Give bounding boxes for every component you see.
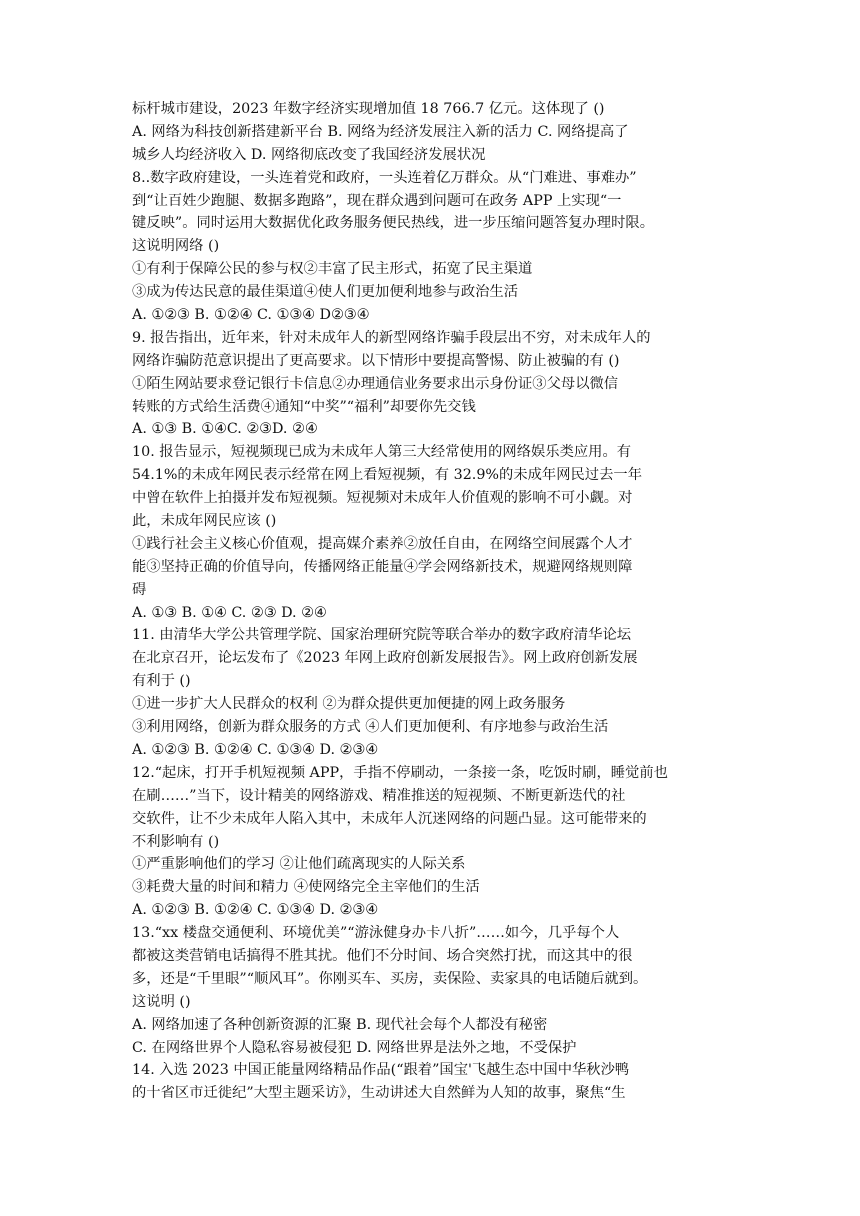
text-line: 城乡人均经济收入 D. 网络彻底改变了我国经济发展状况 — [132, 146, 486, 163]
text-line: 碍 — [132, 581, 147, 598]
text-line: A. ①③ B. ①④ C. ②③ D. ②④ — [132, 604, 327, 621]
text-line: A. ①②③ B. ①②④ C. ①③④ D②③④ — [132, 307, 370, 324]
text-line: ①有利于保障公民的参与权②丰富了民主形式，拓宽了民主渠道 — [132, 261, 533, 278]
text-line: 的十省区市迁徙纪”大型主题采访》，生动讲述大自然鲜为人知的故事，聚焦“生 — [132, 1085, 626, 1102]
text-line: 12.“起床，打开手机短视频 APP，手指不停刷动，一条接一条，吃饭时刷，睡觉前也 — [132, 764, 668, 781]
text-line: 此，未成年网民应该 () — [132, 513, 277, 530]
text-line: A. 网络为科技创新搭建新平台 B. 网络为经济发展注入新的活力 C. 网络提高了 — [132, 123, 629, 140]
text-line: 转账的方式给生活费④通知“中奖”“福利”却要你先交钱 — [132, 398, 476, 415]
text-line: ①陌生网站要求登记银行卡信息②办理通信业务要求出示身份证③父母以微信 — [132, 375, 619, 392]
text-line: ①践行社会主义核心价值观，提高媒介素养②放任自由，在网络空间展露个人才 — [132, 535, 633, 552]
text-line: 13.“xx 楼盘交通便利、环境优美”“游泳健身办卡八折”……如今，几乎每个人 — [132, 925, 620, 942]
text-line: 在北京召开，论坛发布了《2023 年网上政府创新发展报告》。网上政府创新发展 — [132, 650, 638, 667]
text-line: 中曾在软件上拍摄并发布短视频。短视频对未成年人价值观的影响不可小觑。对 — [132, 490, 633, 507]
text-line: 能③坚持正确的价值导向，传播网络正能量④学会网络新技术，规避网络规则障 — [132, 558, 633, 575]
text-line: 54.1%的未成年网民表示经常在网上看短视频，有 32.9%的未成年网民过去一年 — [132, 467, 642, 484]
text-line: 网络诈骗防范意识提出了更高要求。以下情形中要提高警惕、防止被骗的有 () — [132, 352, 620, 369]
text-line: 交软件，让不少未成年人陷入其中，未成年人沉迷网络的问题凸显。这可能带来的 — [132, 810, 647, 827]
text-line: 9. 报告指出，近年来，针对未成年人的新型网络诈骗手段层出不穷，对未成年人的 — [132, 329, 651, 346]
text-line: A. ①②③ B. ①②④ C. ①③④ D. ②③④ — [132, 902, 379, 919]
text-line: 这说明网络 () — [132, 238, 220, 255]
text-line: 在刷……”当下，设计精美的网络游戏、精准推送的短视频、不断更新迭代的社 — [132, 787, 626, 804]
text-line: 键反映”。同时运用大数据优化政务服务便民热线，进一步压缩问题答复办理时限。 — [132, 215, 654, 232]
text-line: 不利影响有 () — [132, 833, 220, 850]
text-line: 到“让百姓少跑腿、数据多跑路”，现在群众遇到问题可在政务 APP 上实现“一 — [132, 192, 622, 209]
text-line: ①进一步扩大人民群众的权利 ②为群众提供更加便捷的网上政务服务 — [132, 696, 566, 713]
text-line: 多，还是“千里眼”“顺风耳”。你刚买车、买房，卖保险、卖家具的电话随后就到。 — [132, 970, 648, 987]
text-line: 这说明 () — [132, 993, 191, 1010]
text-line: ③利用网络，创新为群众服务的方式 ④人们更加便利、有序地参与政治生活 — [132, 719, 609, 736]
text-line: C. 在网络世界个人隐私容易被侵犯 D. 网络世界是法外之地，不受保护 — [132, 1039, 577, 1056]
text-line: 标杆城市建设，2023 年数字经济实现增加值 18 766.7 亿元。这体现了 () — [132, 101, 605, 117]
text-line: 都被这类营销电话搞得不胜其扰。他们不分时间、场合突然打扰，而这其中的很 — [132, 947, 633, 964]
document-page — [132, 98, 744, 1105]
text-line: ①严重影响他们的学习 ②让他们疏离现实的人际关系 — [132, 856, 466, 873]
text-line: 14. 入选 2023 中国正能量网络精品作品(“跟着”国宝'飞越生态中国中华秋沙鸭 — [132, 1062, 630, 1079]
text-line: ③成为传达民意的最佳渠道④使人们更加便利地参与政治生活 — [132, 284, 519, 301]
text-line: 有利于 () — [132, 673, 191, 690]
text-line: 10. 报告显示，短视频现已成为未成年人第三大经常使用的网络娱乐类应用。有 — [132, 444, 632, 461]
text-line: 8..数字政府建设，一头连着党和政府，一头连着亿万群众。从“门难进、事难办” — [132, 169, 637, 186]
text-line: 11. 由清华大学公共管理学院、国家治理研究院等联合举办的数字政府清华论坛 — [132, 627, 632, 644]
text-line: A. 网络加速了各种创新资源的汇聚 B. 现代社会每个人都没有秘密 — [132, 1016, 548, 1033]
text-line: ③耗费大量的时间和精力 ④使网络完全主宰他们的生活 — [132, 879, 480, 896]
text-line: A. ①②③ B. ①②④ C. ①③④ D. ②③④ — [132, 741, 379, 758]
text-line: A. ①③ B. ①④C. ②③D. ②④ — [132, 421, 318, 438]
